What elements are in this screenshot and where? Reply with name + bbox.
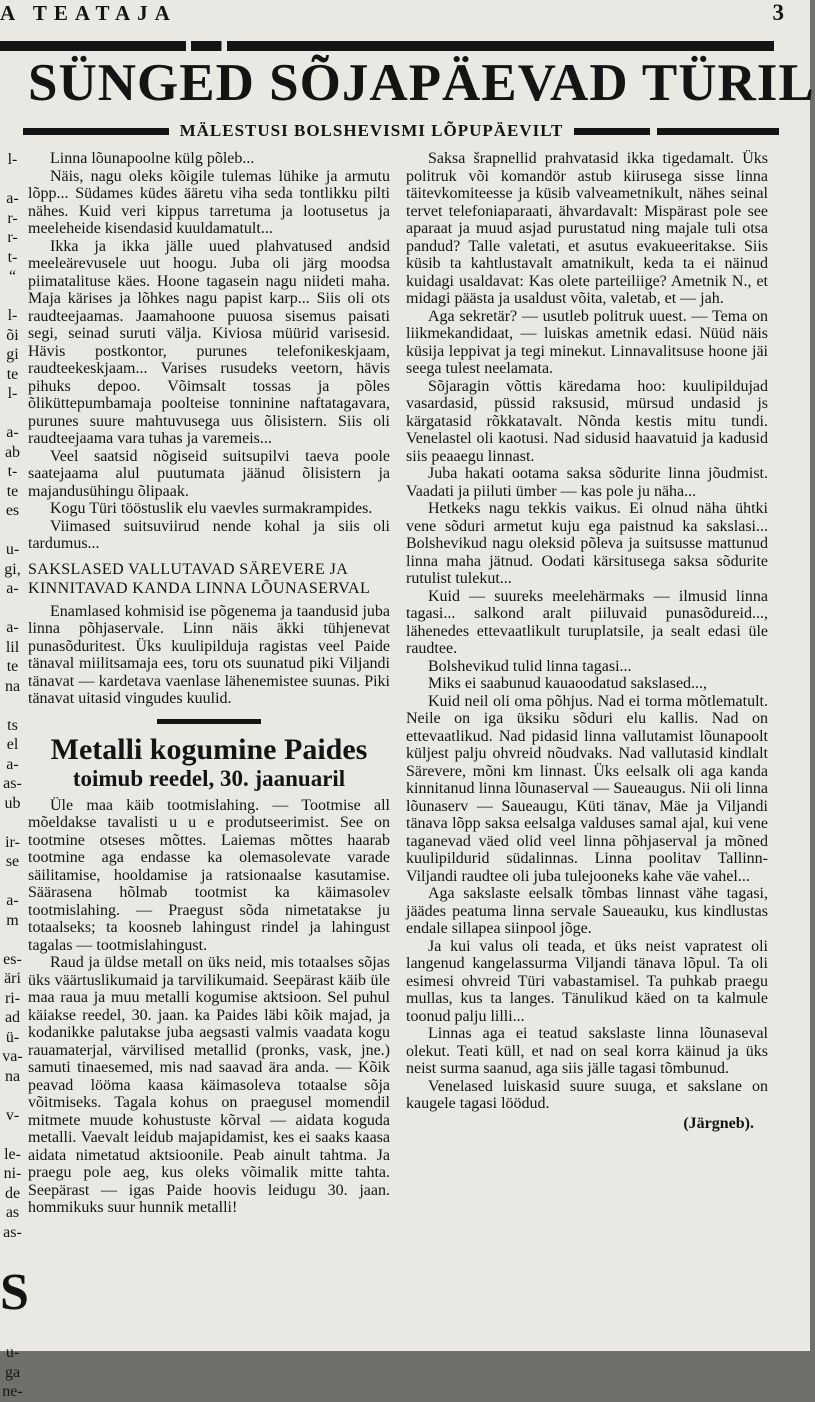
subtitle-rule-left [23, 128, 169, 135]
edge-fragment: es [5, 502, 20, 519]
paragraph: Juba hakati ootama saksa sõdurite linna jõudmist. Vaadati ja piiluti ümber — kas pole ju näha... [406, 465, 768, 500]
edge-fragment: ne- [2, 1383, 23, 1400]
edge-fragment: äri [4, 970, 21, 987]
edge-fragment: õi [6, 326, 19, 344]
edge-fragment: es- [3, 950, 22, 968]
article1-body-continued [28, 603, 390, 708]
edge-fragment [0, 1242, 25, 1262]
edge-fragment: t- [7, 248, 18, 266]
edge-fragment: te [6, 365, 19, 383]
edge-fragment: na [4, 1067, 21, 1085]
paragraph: Linnas aga ei teatud sakslaste linna lõunaseval olekut. Teati küll, et nad on seal korra käinud ja üks neist surma saanud, aga siis jälle tagasi tõmbunud. [406, 1025, 768, 1077]
edge-fragment [0, 599, 25, 619]
edge-fragment: ga [4, 1363, 21, 1381]
edge-fragment [0, 872, 25, 892]
left-column [28, 150, 390, 1217]
edge-fragment: le- [4, 1145, 21, 1163]
edge-fragment [0, 813, 25, 833]
paragraph: Enamlased kohmisid ise põgenema ja taandusid juba linna põhjaservale. Linn näis äkki tühjenevat punasõduritest. Üks kuulipilduja ragistas veel Paide tänaval miilitsamaja ees, toru ots suunatud piki Viljandi tänavat — kardetava vaenlase lähenemistee suunas. Piki tänavat uitasid vingudes kuulid. [28, 602, 390, 707]
paragraph: Kogu Türi tööstuslik elu vaevles surmakrampides. [50, 500, 373, 517]
edge-fragment: ri- [4, 989, 21, 1007]
paragraph: Kuid neil oli oma põhjus. Nad ei torma mõtlematult. Neile on iga üksiku sõduri elu kallis. Nad on ettevaatlikud. Nad pidasid linna vallutamist lõunapoolt küljest palju ohvreid nõudvaks. Nad vallutasid kindlalt Särevere, mõni km linnast. Üks eelsalk oli aga kanda kinnitanud linna lõunaserval — Saueaugus. Nii oli linna lõunaserv — Saueaugu, Küti tänav, Mäe ja Viljandi tänava lõpp saksa eelsalga valduses samal ajal, kui vene taganevad väed olid veel linna põhjaserval ja mõned kuulipildurid südalinnas. Linna poolitav Tallinn-Viljandi raudtee oli juba tulejooneks kahe väe vahel... [406, 692, 768, 885]
edge-fragment: lil [5, 638, 20, 656]
paragraph: Aga sekretär? — usutleb politruk uuest. — Tema on liikmekandidaat, — luiskas ametnik edasi. Nüüd näis küsija leppivat ja tegi minekut. Linnavalitsuse hoone jäi seega tulest neelamata. [406, 307, 768, 377]
page-number: 3 [772, 0, 784, 25]
edge-fragment: v- [5, 1106, 20, 1124]
article2-body [28, 797, 390, 1217]
subtitle-rule-right-1 [574, 128, 650, 135]
edge-fragment: as [5, 1204, 20, 1221]
paragraph: Hetkeks nagu tekkis vaikus. Ei olnud näha ühtki vene sõduri armetut kuju ega paistnud ka sakslasi... Bolshevikud nagu oleksid põleva ja suitsusse mattunud linna maha jätnud. Oodati kärsitusega saksa sõdurite rutulist tulekut... [406, 500, 768, 587]
edge-fragment: va- [2, 1048, 23, 1065]
paragraph: Ikka ja ikka jälle uued plahvatused andsid meeleärevusele uut hoogu. Juba oli järg moodsa piimatalituse käes. Hoone tagasein nagu niideti maha. Maja kärises ja lõhkes nagu papist karp... Siis oli ots raudteejaamas. Jaamahoone puuosa sisemus paisati segi, seinad suruti välja. Kiviosa müürid varisesid. Hävis postkontor, purunes telefonikeskjaam, raudteekeskjaam... Varises rusudeks veetorn, hävis pihuks depoo. Võimsalt tossas ja põles õliküttepumbamaja poolteise tonninine naftatagavara, purunes suure mahtuvusega uus õlisistern. Siis oli raudteejaama vara tuhas ja varemeis... [28, 237, 390, 447]
edge-fragment: S [0, 1263, 29, 1321]
paragraph: Miks ei saabunud kauaoodatud sakslased..., [428, 675, 708, 692]
paragraph: Üle maa käib tootmislahing. — Tootmise all mõeldakse tavalisti u u e produtseerimist. See on tootmine otseses mõttes. Laiemas mõttes haarab tootmine aga endasse ka olemasolevate varade säilitamise, hooldamise ja ratsionaalse kasutamise. Säärasena hõlmab tootmist ka käimasolev tootmislahing. — Praegust sõda nimetatakse ju totaalseks; ta koosneb lahingust rindel ja lahingust tagalas — tootmislahingust. [28, 796, 390, 954]
edge-fragment [0, 1086, 25, 1106]
edge-fragment: de [4, 1184, 21, 1202]
edge-fragment: l- [7, 385, 18, 402]
paragraph: Viimased suitsuviirud nende kohal ja siis oli tardumus... [28, 517, 390, 552]
paragraph: Kuid — suureks meelehärmaks — ilmusid linna tagasi... salkond aralt piiluvaid punasõdureid..., lähenedes ettevaatlikult turuplatsile, ja sealt edasi üle raudtee. [406, 587, 768, 657]
paragraph: Ja kui valus oli teada, et üks neist vapratest oli langenud kangelassurma Viljandi tänava lõpul. Ta oli esimesi ohvreid Türi vabastamisel. Ta puhkab praegu mullas, kus ta langes. Tänulikud käed on ta kalmule toonud palju lilli... [406, 937, 768, 1025]
subtitle-row [40, 121, 762, 141]
article-separator-rule [157, 719, 261, 724]
edge-fragment: a- [6, 892, 19, 909]
header-rule [0, 41, 774, 51]
edge-fragment: gi [6, 346, 19, 363]
edge-fragment: te [6, 658, 19, 675]
edge-fragment: as- [3, 1223, 22, 1241]
edge-fragment: a- [6, 619, 19, 636]
article1-body-right [406, 150, 768, 1113]
article1-subhead: SAKSLASED VALLUTAVAD SÄREVERE JA KINNITAVAD KANDA LINNA LÕUNASERVAL [28, 560, 371, 597]
edge-fragment: r- [7, 209, 18, 227]
paragraph: Raud ja üldse metall on üks neid, mis totaalses sõjas üks väärtuslikumaid ja tarvilikumaid. Seepärast käib üle maa raua ja muu metalli kogumise aktsioon. Sel puhul käiakse reedel, 30. jaan. ka Paides läbi kõik majad, ja kodanikke palutakse juba aegsasti valmis vaadata kogu rauamaterjal, värvilised metallid (pronks, vask, jne.) samuti tinaesemed, mis nad saavad ära anda. — Kõik peavad lööma kaasa käimasoleva totaalse sõja võitmiseks. Tagala kohus on praegusel momendil mitmete muude kohustuste kõrval — aidata koguda metalli. Vaevalt leidub majapidamist, kes ei saaks kaasa aidata nimetatud aktsioonile. Peab ainult tahtma. Ja praegu pole aeg, kus oleks võimalik mitte tahta. Seepärast — igas Paide hoovis leidugu 30. jaan. hommikuks suur hunnik metalli! [28, 954, 390, 1216]
subtitle: MÄLESTUSI BOLSHEVISMI LÕPUPÄEVILT [179, 121, 564, 140]
edge-fragment: a- [6, 580, 19, 597]
edge-fragment: a- [6, 190, 19, 207]
edge-fragment: r- [7, 229, 18, 246]
edge-fragment: a- [6, 424, 19, 441]
edge-fragment: se [5, 853, 20, 870]
edge-fragment: u- [5, 1344, 20, 1361]
edge-fragments [0, 150, 29, 1402]
paragraph: Aga sakslaste eelsalk tõmbas linnast vähe tagasi, jäädes peatuma linna servale Saueauku, kus kindlustas endale sillapea siinpool jõge. [406, 885, 768, 937]
masthead: A TEATAJA [0, 1, 177, 25]
paragraph: Saksa šrapnellid prahvatasid ikka tigedamalt. Üks politruk või komandör astub kiirusega sisse linna täitevkomiteesse ja küsib valveametnikult, nähes seinal tervet telefoniaparaati, ähvardavalt: Mispärast pole see aparaat ja muud asjad purustatud ning majale tuli otsa pandud? Talle valetati, et asutus evakueeritakse. Siis küsib ta kahtlustavalt amatnikult, keda ta ei näinud kuidagi usaldavat: Kas olete parteiliige? Ametnik N., et midagi päästa ja usaldust võita, valetab, et — jah. [406, 150, 768, 307]
article2-title: Metalli kogumine Paides [50, 732, 368, 766]
edge-fragment: l- [7, 151, 18, 168]
edge-fragment: t- [7, 463, 18, 480]
edge-fragment: a- [6, 755, 19, 773]
edge-fragment: m [6, 911, 19, 929]
main-headline: SÜNGED SÕJAPÄEVAD TÜRIL [28, 54, 815, 112]
edge-fragment: ni- [3, 1165, 22, 1182]
edge-fragment: ü- [5, 1028, 20, 1046]
edge-fragment: ab [4, 443, 21, 461]
edge-fragment: ts [7, 716, 18, 734]
paragraph: Bolshevikud tulid linna tagasi... [428, 657, 632, 675]
edge-fragment: l- [7, 307, 18, 324]
edge-fragment: te [6, 482, 19, 500]
edge-fragment [0, 521, 25, 541]
edge-fragment: gi, [4, 560, 21, 578]
paragraph: Venelased luiskasid suure suuga, et sakslane on kaugele tagasi löödud. [406, 1077, 768, 1112]
paragraph: Näis, nagu oleks kõigile tulemas lühike ja armutu lõpp... Südames küdes ääretu viha seda tontlikku pilti nähes. Kuid veri kippus tarretuma ja lootusetus ja meeleheide kisendasid kuuldamatult... [28, 167, 390, 237]
edge-fragment [0, 1324, 25, 1344]
subtitle-rule-right-2 [657, 128, 779, 135]
paragraph: Linna lõunapoolne külg põleb... [50, 150, 255, 167]
edge-fragment: ub [4, 794, 21, 812]
edge-fragment [0, 1125, 25, 1145]
right-column [406, 150, 768, 1217]
edge-fragment [0, 404, 25, 424]
edge-fragment: ad [4, 1009, 21, 1026]
edge-fragment: ir- [5, 833, 20, 851]
paragraph: Veel saatsid nõgiseid suitsupilvi taeva poole saatejaama alul puutumata jäänud õlisistern ja majandusühingu õlipaak. [28, 447, 390, 500]
article2-subtitle: toimub reedel, 30. jaanuaril [72, 765, 346, 791]
edge-fragment: u- [5, 541, 20, 558]
article1-body [28, 150, 390, 553]
edge-fragment [0, 696, 25, 716]
edge-fragment: as- [3, 775, 22, 792]
edge-fragment [0, 930, 25, 950]
edge-fragment [0, 287, 25, 307]
edge-fragment [0, 170, 25, 190]
edge-fragment: el [6, 736, 19, 753]
edge-fragment: na [4, 677, 21, 695]
continuation-note: (Järgneb). [683, 1114, 754, 1132]
edge-fragment: “ [8, 268, 17, 285]
article-columns [28, 150, 769, 1217]
paragraph: Sõjaragin võttis käredama hoo: kuulipildujad vasardasid, püssid raksusid, mürsud undasid js kärgatasid rõkkatavalt. Nõnda kestis mitu tundi. Venelastel oli kaotusi. Nad sidusid haavatuid ja kadusid siis peaaegu linnast. [406, 377, 768, 465]
